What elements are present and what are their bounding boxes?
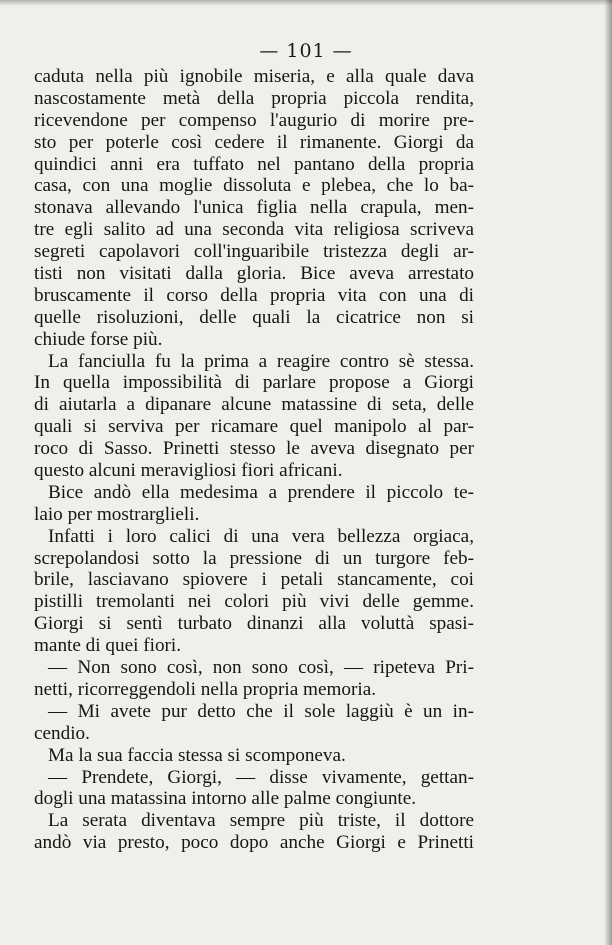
page-number: — 101 — [259, 40, 353, 62]
text-line: La fanciulla fu la prima a reagire contro sè stessa. [48, 350, 474, 372]
text-line: stonava allevando l'unica figlia nella crapula, men- [34, 197, 474, 219]
text-line: nascostamente metà della propria piccola rendita, [34, 87, 474, 109]
text-line: tre egli salito ad una seconda vita religiosa scriveva [34, 219, 474, 241]
text-line: di aiutarla a dipanare alcune matassine di seta, delle [34, 394, 474, 416]
text-line: Bice andò ella medesima a prendere il piccolo te- [48, 481, 474, 503]
text-line: quindici anni era tuffato nel pantano della propria [34, 153, 474, 175]
text-line: Giorgi si sentì turbato dinanzi alla voluttà spasi- [34, 613, 474, 635]
text-line: — Prendete, Giorgi, — disse vivamente, gettan- [48, 766, 474, 788]
text-line: dogli una matassina intorno alle palme congiunte. [34, 788, 417, 810]
text-line: chiude forse più. [34, 328, 163, 350]
text-line: netti, ricorreggendoli nella propria memoria. [34, 678, 377, 700]
text-line: cendio. [34, 722, 90, 744]
text-line: quali si serviva per ricamare quel manipolo al par- [34, 416, 474, 438]
text-line: questo alcuni meravigliosi fiori africani. [34, 460, 343, 482]
text-line: tisti non visitati dalla gloria. Bice aveva arrestato [34, 263, 474, 285]
text-line: roco di Sasso. Prinetti stesso le aveva disegnato per [34, 438, 474, 460]
text-line: La serata diventava sempre più triste, il dottore [48, 810, 474, 832]
text-line: quelle risoluzioni, delle quali la cicatrice non si [34, 306, 474, 328]
text-line: — Non sono così, non sono così, — ripeteva Pri- [48, 657, 474, 679]
text-line: caduta nella più ignobile miseria, e alla quale dava [34, 66, 474, 87]
text-line: brile, lasciavano spiovere i petali stancamente, coi [34, 569, 474, 591]
text-line: bruscamente il corso della propria vita con una di [34, 284, 474, 306]
text-line: Infatti i loro calici di una vera bellezza orgiaca, [48, 525, 474, 547]
text-line: ricevendone per compenso l'augurio di morire pre- [34, 109, 474, 131]
text-line: In quella impossibilità di parlare propose a Giorgi [34, 372, 474, 394]
text-line: sto per poterle così cedere il rimanente. Giorgi da [34, 131, 474, 153]
text-line: laio per mostrarglieli. [34, 503, 200, 525]
text-line: mante di quei fiori. [34, 635, 182, 657]
body-text [34, 66, 474, 854]
text-line: Ma la sua faccia stessa si scomponeva. [48, 744, 346, 766]
text-line: pistilli tremolanti nei colori più vivi delle gemme. [34, 591, 474, 613]
text-line: screpolandosi sotto la pressione di un turgore feb- [34, 547, 474, 569]
text-line: andò via presto, poco dopo anche Giorgi e Prinetti [34, 832, 474, 854]
text-line: segreti capolavori coll'inguaribile tristezza degli ar- [34, 241, 474, 263]
text-line: — Mi avete pur detto che il sole laggiù è un in- [48, 700, 474, 722]
text-line: casa, con una moglie dissoluta e plebea, che lo ba- [34, 175, 474, 197]
